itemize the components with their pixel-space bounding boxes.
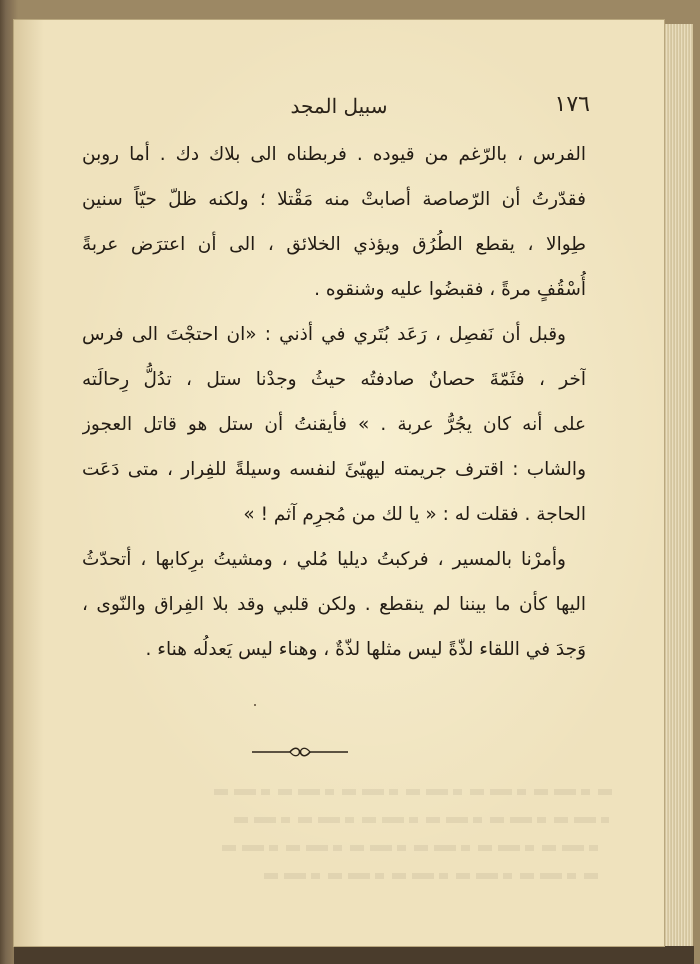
body-text	[82, 132, 586, 672]
text-line: آخر ، فثَمّةَ حصانٌ صادفتُه حيثُ وجدْنا ستل ، تدُلُّ رِحالَته	[82, 369, 586, 390]
running-header-title: سبيل المجد	[290, 94, 388, 118]
bleed-through-texture	[204, 780, 624, 890]
text-line: فقدّرتُ أن الرّصاصة أصابتْ منه مَقْتلا ؛ ولكنه ظلّ حيّاً سنين	[82, 189, 586, 210]
text-line: اليها كأن ما بيننا لم ينقطع . ولكن قلبي وقد بلا الفِراق والنّوى ،	[82, 594, 586, 615]
text-line: وَجدَ في اللقاء لذّةً ليس مثلها لذّةٌ ، وهناء ليس يَعدلُه هناء .	[145, 639, 586, 660]
page-stack-edge	[662, 24, 693, 946]
text-line: الفرس ، بالرّغم من قيوده . فربطناه الى بلاك دك . أما روبن	[82, 144, 586, 165]
text-line: على أنه كان يجُرُّ عربة . » فأيقنتُ أن ستل هو قاتل العجوز	[82, 414, 586, 435]
scan-bottom-shadow	[14, 946, 694, 964]
text-line: والشاب : اقترف جريمته ليهيّئَ لنفسه وسيلةً للفِرار ، متى دَعَت	[82, 459, 586, 480]
book-page	[14, 20, 664, 946]
page-number: ١٧٦	[554, 92, 590, 117]
ink-speck	[254, 704, 256, 706]
text-line: الحاجة . فقلت له : « يا لك من مُجرِم آثم ! »	[243, 504, 586, 525]
paragraph-start-line: وقبل أن نَفصِل ، رَعَد بُتَري في أذني : «ان احتجْتَ الى فرس	[82, 324, 566, 345]
paragraph-start-line: وأمرْنا بالمسير ، فركبتُ ديليا مُلي ، ومشيتُ برِكابها ، أتحدّثُ	[82, 549, 566, 570]
text-line: أُسْقُفٍ مرةً ، فقبضُوا عليه وشنقوه .	[314, 279, 586, 300]
text-line: طِوالا ، يقطع الطُرُق ويؤذي الخلائق ، الى أن اعترَض عربةً	[82, 234, 586, 255]
end-ornament-icon	[250, 746, 350, 758]
